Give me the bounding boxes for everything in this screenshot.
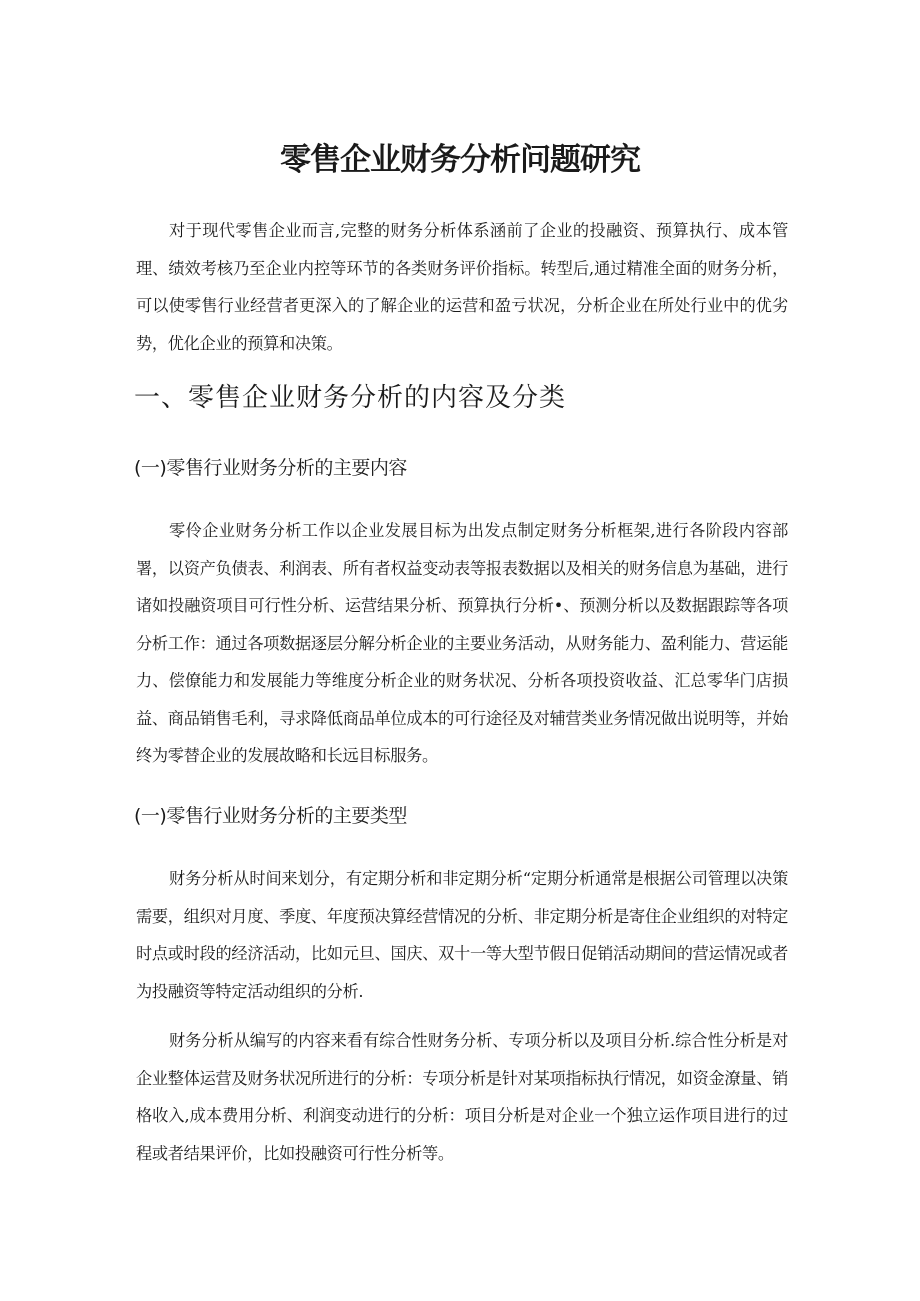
subsection-heading-types: (一)零售行业财务分析的主要类型 [134,805,407,827]
document-title: 零售企业财务分析问题研究 [280,142,640,178]
subsection-heading-content: (一)零售行业财务分析的主要内容 [134,457,407,479]
types-paragraph-content: 财务分析从编写的内容来看有综合性财务分析、专项分析以及项目分析.综合性分析是对企业整体运营及财务状况所进行的分析：专项分析是针对某项指标执行情况，如资金潦量、销格收入,成本费用分析、利润变动进行的分析：项目分析是对企业一个独立运作项目进行的过程或者结果评价，比如投融资可行性分析等。 [136,1031,788,1163]
intro-paragraph: 对于现代零售企业而言,完整的财务分析体系涵前了企业的投融资、预算执行、成本管理、绩效考核乃至企业内控等环节的各类财务评价指标。转型后,通过精准全面的财务分析，可以使零售行业经营者更深入的了解企业的运营和盈亏状况，分析企业在所处行业中的优劣势，优化企业的预算和决策。 [136,221,788,353]
types-paragraph-time: 财务分析从时间来划分，有定期分析和非定期分析“定期分析通常是根据公司管理以决策需要，组织对月度、季度、年度预决算经营情况的分析、非定期分析是寄住企业组织的对特定时点或时段的经济活动，比如元旦、国庆、双十一等大型节假日促销活动期间的营运情况或者为投融资等特定活动组织的分析. [136,869,788,1001]
section-heading: 一、零售企业财务分析的内容及分类 [134,383,567,413]
content-paragraph: 零伶企业财务分析工作以企业发展目标为出发点制定财务分析框架,进行各阶段内容部署，以资产负债表、利润表、所有者权益变动表等报表数据以及相关的财务信息为基础，进行诸如投融资项目可行性分析、运营结果分析、预算执行分析•、预测分析以及数据跟踪等各项分析工作：通过各项数据逐层分解分析企业的主要业务活动，从财务能力、盈利能力、营运能力、偿僚能力和发展能力等维度分析企业的财务状况、分析各项投资收益、汇总零华门店损益、商品销售毛利，寻求降低商品单位成本的可行途径及对辅营类业务情况做出说明等，并始终为零替企业的发展故略和长远目标服务。 [136,521,788,765]
